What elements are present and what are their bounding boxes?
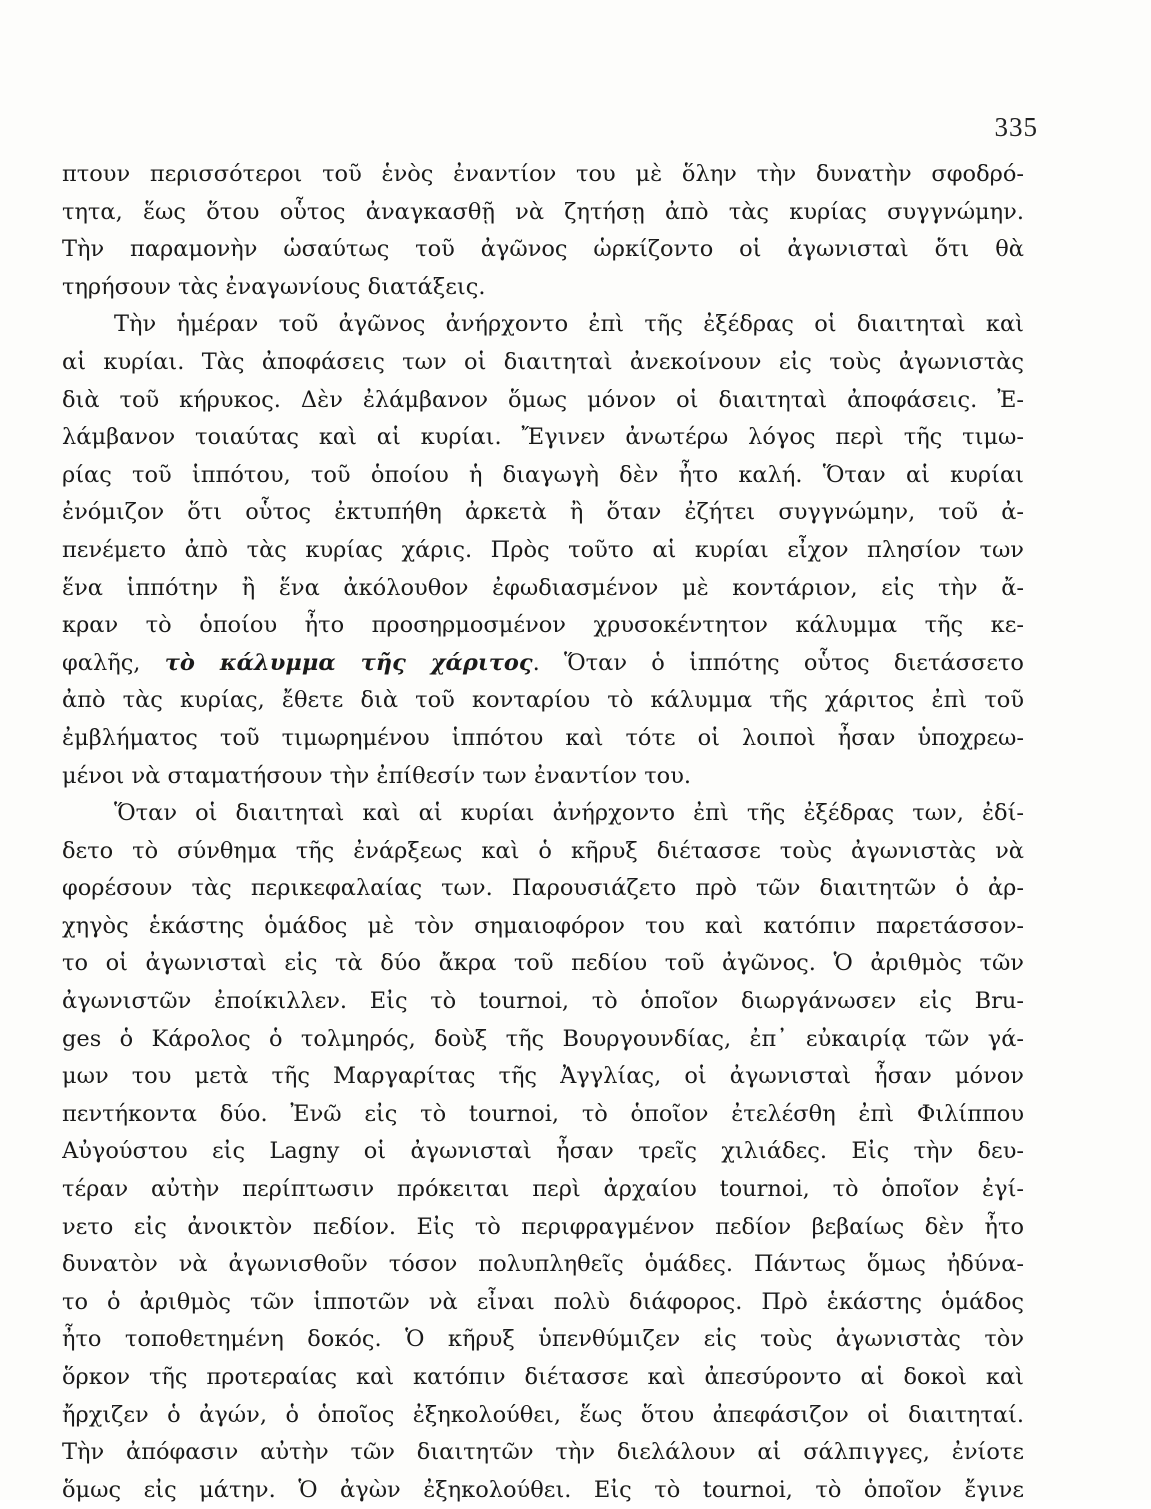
text-line: φορέσουν τὰς περικεφαλαίας των. Παρουσιάζετο πρὸ τῶν διαιτητῶν ὁ ἀρ- [62,875,1024,902]
text-line: λάμβανον τοιαύτας καὶ αἱ κυρίαι. Ἔγινεν ἀνωτέρω λόγος περὶ τῆς τιμω- [62,424,1024,451]
text-line: πτουν περισσότεροι τοῦ ἑνὸς ἐναντίον του μὲ ὅλην τὴν δυνατὴν σφοδρό- [62,161,1024,187]
text-line: τηρήσουν τὰς ἐναγωνίους διατάξεις. [62,273,486,300]
text-line: ὅρκον τῆς προτεραίας καὶ κατόπιν διέτασσε καὶ ἀπεσύροντο αἱ δοκοὶ καὶ [62,1364,1024,1390]
text-line: δετο τὸ σύνθημα τῆς ἐνάρξεως καὶ ὁ κῆρυξ διέτασσε τοὺς ἀγωνιστὰς νὰ [62,837,1024,864]
text-line: κραν τὸ ὁποίου ἦτο προσηρμοσμένον χρυσοκέντητον κάλυμμα τῆς κε- [62,612,1024,639]
text-line: ἐνόμιζον ὅτι οὗτος ἐκτυπήθη ἀρκετὰ ἢ ὅταν ἐζήτει συγγνώμην, τοῦ ἀ- [62,499,1024,526]
text-line: Τὴν παραμονὴν ὡσαύτως τοῦ ἀγῶνος ὡρκίζοντο οἱ ἀγωνισταὶ ὅτι θὰ [62,236,1024,263]
text-line: ἐμβλήματος τοῦ τιμωρημένου ἱππότου καὶ τότε οἱ λοιποὶ ἦσαν ὑποχρεω- [62,724,1024,751]
paragraph-first-line: Τὴν ἡμέραν τοῦ ἀγῶνος ἀνήρχοντο ἐπὶ τῆς ἐξέδρας οἱ διαιτηταὶ καὶ [114,311,1024,338]
text-line: χηγὸς ἑκάστης ὁμάδος μὲ τὸν σημαιοφόρον του καὶ κατόπιν παρετάσσον- [62,912,1024,939]
text-line: ἀπὸ τὰς κυρίας, ἔθετε διὰ τοῦ κονταρίου τὸ κάλυμμα τῆς χάριτος ἐπὶ τοῦ [62,687,1024,714]
text-line: Τὴν ἀπόφασιν αὐτὴν τῶν διαιτητῶν τὴν διελάλουν αἱ σάλπιγγες, ἐνίοτε [62,1439,1024,1466]
text-line: Αὐγούστου εἰς Lagny οἱ ἀγωνισταὶ ἦσαν τρεῖς χιλιάδες. Εἰς τὴν δευ- [62,1138,1024,1165]
text-line: διὰ τοῦ κήρυκος. Δὲν ἐλάμβανον ὅμως μόνον οἱ διαιτηταὶ ἀποφάσεις. Ἐ- [62,386,1024,413]
text-fragment: . Ὅταν ὁ ἱππότης οὗτος διετάσσετο [532,649,1024,676]
text-line: ἤρχιζεν ὁ ἀγών, ὁ ὁποῖος ἐξηκολούθει, ἕως ὅτου ἀπεφάσιζον οἱ διαιτηταί. [62,1401,1024,1428]
text-line: δυνατὸν νὰ ἀγωνισθοῦν τόσον πολυπληθεῖς ὁμάδες. Πάντως ὅμως ἠδύνα- [62,1251,1024,1278]
text-line: ἀγωνιστῶν ἐποίκιλλεν. Εἰς τὸ tournoi, τὸ ὁποῖον διωργάνωσεν εἰς Bru- [62,988,1024,1015]
text-line: μένοι νὰ σταματήσουν τὴν ἐπίθεσίν των ἐναντίον του. [62,762,692,789]
text-line: μων του μετὰ τῆς Μαργαρίτας τῆς Ἀγγλίας, οἱ ἀγωνισταὶ ἦσαν μόνον [62,1063,1024,1090]
text-line: ges ὁ Κάρολος ὁ τολμηρός, δοὺξ τῆς Βουργουνδίας, ἐπ᾽ εὐκαιρίᾳ τῶν γά- [62,1025,1024,1052]
page-number: 335 [994,112,1038,142]
text-line: αἱ κυρίαι. Τὰς ἀποφάσεις των οἱ διαιτηταὶ ἀνεκοίνουν εἰς τοὺς ἀγωνιστὰς [62,348,1024,375]
text-line-with-emphasis [62,645,1024,683]
text-line: ὅμως εἰς μάτην. Ὁ ἀγὼν ἐξηκολούθει. Εἰς τὸ tournoi, τὸ ὁποῖον ἔγινε [62,1476,1024,1503]
text-line: τέραν αὐτὴν περίπτωσιν πρόκειται περὶ ἀρχαίου tournoi, τὸ ὁποῖον ἐγί- [62,1176,1024,1203]
emphasis-phrase: τὸ κάλυμμα τῆς χάριτος [164,649,533,676]
text-line: πενέμετο ἀπὸ τὰς κυρίας χάρις. Πρὸς τοῦτο αἱ κυρίαι εἶχον πλησίον των [62,536,1024,563]
text-line: ἦτο τοποθετημένη δοκός. Ὁ κῆρυξ ὑπενθύμιζεν εἰς τοὺς ἀγωνιστὰς τὸν [62,1326,1024,1353]
text-line: ἕνα ἱππότην ἢ ἕνα ἀκόλουθον ἐφωδιασμένον μὲ κοντάριον, εἰς τὴν ἄ- [62,574,1024,601]
text-line: νετο εἰς ἀνοικτὸν πεδίον. Εἰς τὸ περιφραγμένον πεδίον βεβαίως δὲν ἦτο [62,1213,1024,1240]
text-line: πεντήκοντα δύο. Ἐνῶ εἰς τὸ tournoi, τὸ ὁποῖον ἐτελέσθη ἐπὶ Φιλίππου [62,1100,1024,1127]
text-line: το οἱ ἀγωνισταὶ εἰς τὰ δύο ἄκρα τοῦ πεδίου τοῦ ἀγῶνος. Ὁ ἀριθμὸς τῶν [62,950,1024,977]
text-line: ρίας τοῦ ἱππότου, τοῦ ὁποίου ἡ διαγωγὴ δὲν ἦτο καλή. Ὅταν αἱ κυρίαι [62,461,1024,488]
text-line: τητα, ἕως ὅτου οὗτος ἀναγκασθῇ νὰ ζητήσῃ ἀπὸ τὰς κυρίας συγγνώμην. [62,198,1024,225]
text-fragment: φαλῆς, [62,649,165,676]
paragraph-first-line: Ὅταν οἱ διαιτηταὶ καὶ αἱ κυρίαι ἀνήρχοντο ἐπὶ τῆς ἐξέδρας των, ἐδί- [114,800,1024,827]
body-text [62,156,1024,1509]
text-line: το ὁ ἀριθμὸς τῶν ἱπποτῶν νὰ εἶναι πολὺ διάφορος. Πρὸ ἑκάστης ὁμάδος [62,1288,1024,1315]
